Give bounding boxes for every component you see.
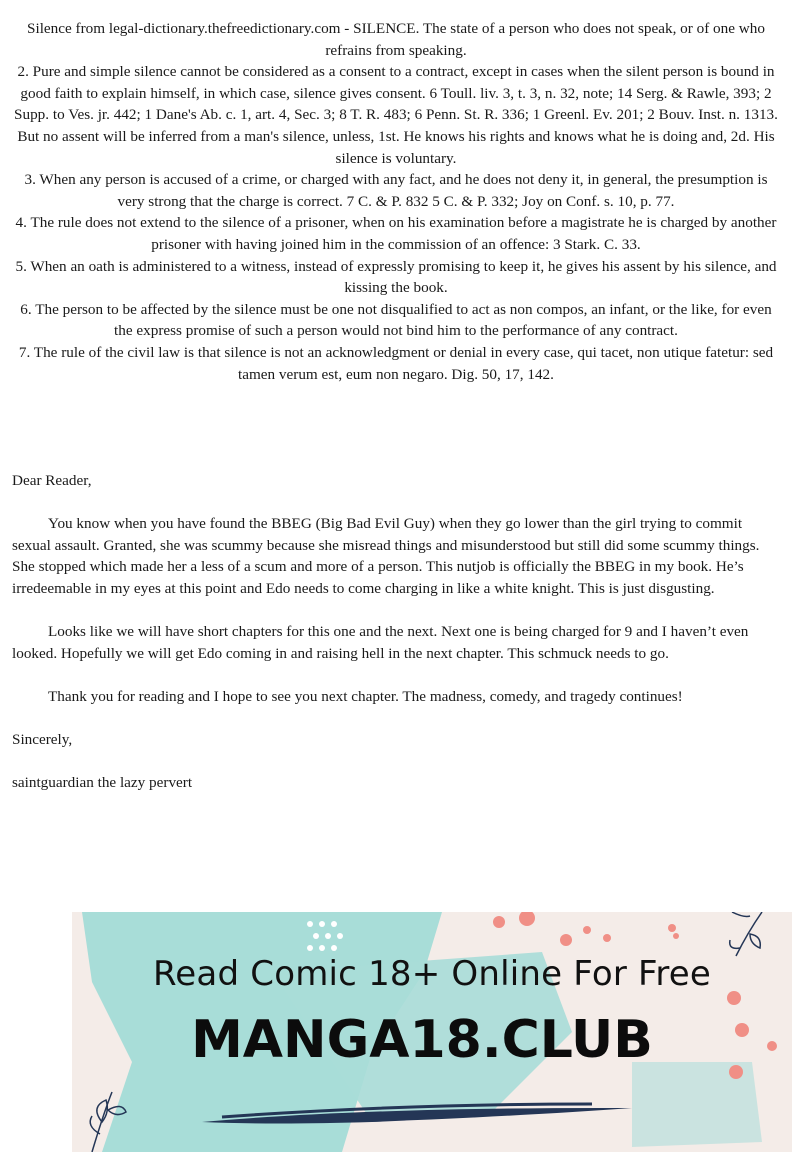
banner-tagline: Read Comic 18+ Online For Free <box>153 954 711 994</box>
definition-intro: Silence from legal-dictionary.thefreedictionary.com - SILENCE. The state of a person who does not speak, or of one who refrains from speaking. <box>27 20 765 59</box>
definition-point-4: 4. The rule does not extend to the silence of a prisoner, when on his examination before a magistrate he is charged by another prisoner with having joined him in the commission of an offence: 3 Stark. C. 33. <box>15 214 777 253</box>
letter-closing: Sincerely, <box>12 731 73 749</box>
definition-point-3: 3. When any person is accused of a crime, or charged with any fact, and he does not deny it, in general, the presumption is very strong that the charge is correct. 7 C. & P. 832 5 C. & P. 332; Joy on Conf. s. 10, p. 77. <box>24 171 768 210</box>
definition-point-2: 2. Pure and simple silence cannot be considered as a consent to a contract, except in cases when the silent person is bound in good faith to explain himself, in which case, silence gives consent. 6 Toull. liv. 3, t. 3, n. 32, note; 14 Serg. & Rawle, 393; 2 Supp. to Ves. jr. 442; 1 Dane's Ab. c. 1, art. 4, Sec. 3; 8 T. R. 483; 6 Penn. St. R. 336; 1 Greenl. Ev. 201; 2 Bouv. Inst. n. 1313. But no assent will be inferred from a man's silence, unless, 1st. He knows his rights and knows what he is doing and, 2d. His silence is voluntary. <box>14 63 778 167</box>
letter-paragraph-3: Thank you for reading and I hope to see you next chapter. The madness, comedy, and tragedy continues! <box>48 687 683 705</box>
letter-paragraph-2: Looks like we will have short chapters for this one and the next. Next one is being charged for 9 and I haven’t even looked. Hopefully we will get Edo coming in and raising hell in the next chapter. This schmuck needs to go. <box>12 623 749 662</box>
translator-letter <box>12 470 782 816</box>
promo-banner[interactable] <box>72 912 792 1152</box>
letter-signature: saintguardian the lazy pervert <box>12 774 193 792</box>
legal-definition <box>12 18 780 385</box>
letter-paragraph-1: You know when you have found the BBEG (Big Bad Evil Guy) when they go lower than the girl trying to commit sexual assault. Granted, she was scummy because she misread things and misunderstood but still did some scummy things. She stopped which made her a less of a scum and more of a person. This nutjob is officially the BBEG in my book. He’s irredeemable in my eyes at this point and Edo needs to come charging in like a white knight. This is just disgusting. <box>12 515 760 597</box>
letter-greeting: Dear Reader, <box>12 472 92 489</box>
definition-point-6: 6. The person to be affected by the silence must be one not disqualified to act as non compos, an infant, or the like, for even the express promise of such a person would not bind him to the performance of any contract. <box>20 300 772 340</box>
definition-point-5: 5. When an oath is administered to a witness, instead of expressly promising to keep it, he gives his assent by his silence, and kissing the book. <box>15 257 777 297</box>
banner-site-name[interactable]: MANGA18.CLUB <box>191 1010 653 1070</box>
definition-point-7: 7. The rule of the civil law is that silence is not an acknowledgment or denial in every case, qui tacet, non utique fatetur: sed tamen verum est, eum non negaro. Dig. 50, 17, 142. <box>18 343 774 383</box>
